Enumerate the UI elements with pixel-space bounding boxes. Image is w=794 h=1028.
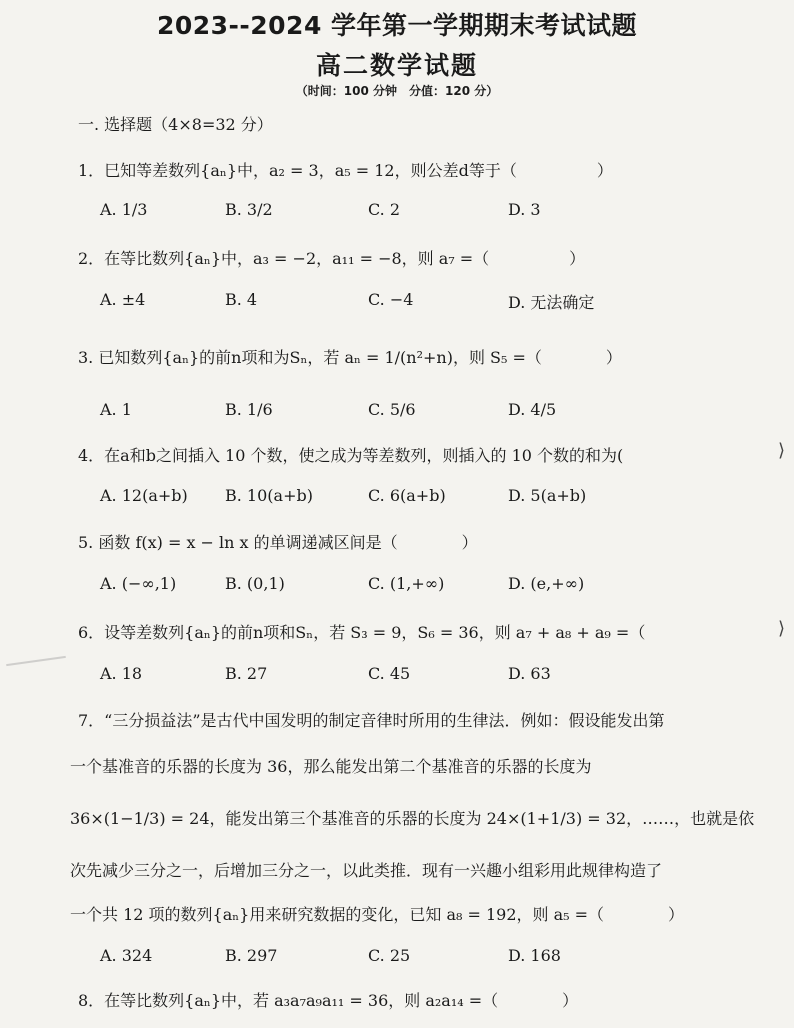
option-a: A. 1/3 [100, 200, 148, 219]
option-b: B. 27 [225, 664, 268, 683]
paren-mark: ⟩ [778, 618, 786, 639]
option-c: C. 45 [368, 664, 411, 683]
option-a: A. (−∞,1) [100, 574, 177, 593]
option-a: A. 12(a+b) [100, 486, 188, 505]
exam-time-score: （时间：100 分钟 分值：120 分） [295, 84, 499, 98]
option-d: D. 63 [508, 664, 551, 683]
question-1: 1．巳知等差数列{aₙ}中，a₂ = 3，a₅ = 12，则公差d等于（ ） [78, 161, 613, 180]
question-7-line-5: 一个共 12 项的数列{aₙ}用来研究数据的变化，已知 a₈ = 192，则 a₅ =（ ） [70, 905, 685, 924]
option-b: B. 10(a+b) [225, 486, 313, 505]
exam-title: 2023--2024 学年第一学期期末考试试题 [156, 11, 638, 40]
option-a: A. 1 [100, 400, 132, 419]
question-4: 4．在a和b之间插入 10 个数，使之成为等差数列，则插入的 10 个数的和为( [78, 446, 624, 465]
scan-smudge [6, 656, 66, 666]
question-7-line-4: 次先减少三分之一，后增加三分之一，以此类推．现有一兴趣小组彩用此规律构造了 [70, 861, 663, 880]
option-b: B. 297 [225, 946, 278, 965]
option-c: C. (1,+∞) [368, 574, 445, 593]
option-c: C. 6(a+b) [368, 486, 446, 505]
option-d: D. 3 [508, 200, 541, 219]
question-5: 5. 函数 f(x) = x − ln x 的单调递减区间是（ ） [78, 533, 478, 552]
question-7-line-2: 一个基准音的乐器的长度为 36，那么能发出第二个基准音的乐器的长度为 [70, 757, 592, 776]
option-a: A. 18 [100, 664, 143, 683]
option-b: B. 3/2 [225, 200, 273, 219]
option-a: A. ±4 [100, 290, 146, 309]
section-heading: 一. 选择题（4×8=32 分） [78, 115, 273, 134]
option-a: A. 324 [100, 946, 153, 965]
question-3: 3. 已知数列{aₙ}的前n项和为Sₙ，若 aₙ = 1/(n²+n)，则 S₅ =（ ） [78, 348, 622, 367]
option-c: C. 2 [368, 200, 401, 219]
option-d: D. 5(a+b) [508, 486, 587, 505]
option-b: B. 1/6 [225, 400, 273, 419]
option-d: D. 无法确定 [508, 293, 595, 312]
option-d: D. (e,+∞) [508, 574, 585, 593]
option-c: C. 5/6 [368, 400, 416, 419]
exam-subject-title: 高二数学试题 [315, 51, 478, 80]
option-d: D. 4/5 [508, 400, 557, 419]
question-6: 6．设等差数列{aₙ}的前n项和Sₙ，若 S₃ = 9，S₆ = 36，则 a₇ + a₈ + a₉ =（ [78, 623, 646, 642]
question-7-line-3: 36×(1−1/3) = 24，能发出第三个基准音的乐器的长度为 24×(1+1/3) = 32，……，也就是依 [70, 809, 755, 828]
option-c: C. −4 [368, 290, 414, 309]
option-c: C. 25 [368, 946, 411, 965]
option-d: D. 168 [508, 946, 561, 965]
question-7-line-1: 7．“三分损益法”是古代中国发明的制定音律时所用的生律法．例如：假设能发出第 [78, 711, 665, 730]
option-b: B. 4 [225, 290, 258, 309]
question-2: 2．在等比数列{aₙ}中，a₃ = −2，a₁₁ = −8，则 a₇ =（ ） [78, 249, 586, 268]
option-b: B. (0,1) [225, 574, 285, 593]
question-8: 8．在等比数列{aₙ}中，若 a₃a₇a₉a₁₁ = 36，则 a₂a₁₄ =（ ） [78, 991, 579, 1010]
paren-mark: ⟩ [778, 440, 786, 461]
